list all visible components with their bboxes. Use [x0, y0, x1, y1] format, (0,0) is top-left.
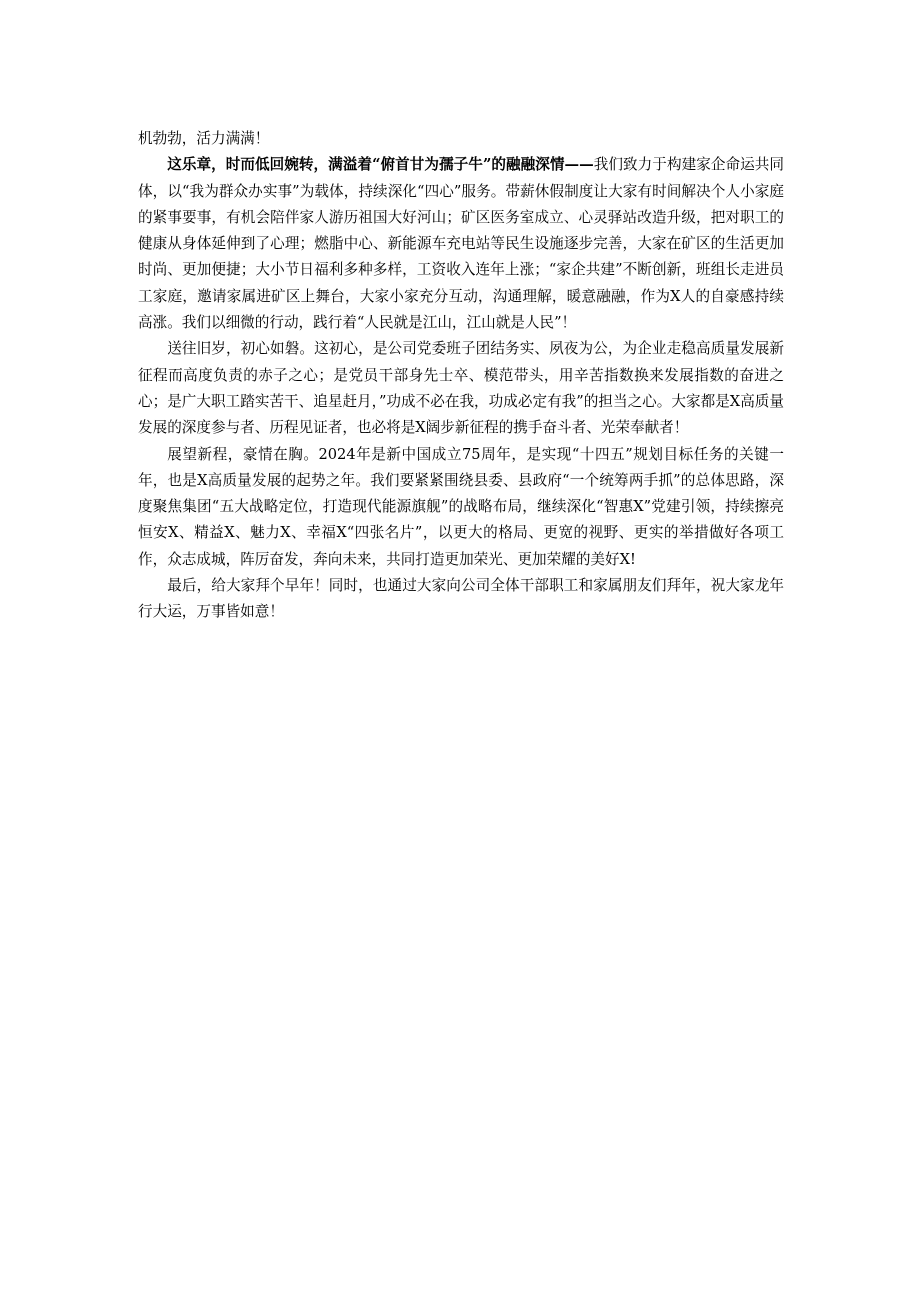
paragraph-body-text: 我们致力于构建家企命运共同体，以“我为群众办实事”为载体，持续深化“四心”服务。带薪休假制度让大家有时间解决个人小家庭的紧事要事，有机会陪伴家人游历祖国大好河山；矿区医务室成立、心灵驿站改造升级，把对职工的健康从身体延伸到了心理；燃脂中心、新能源车充电站等民生设施逐步完善，大家在矿区的生活更加时尚、更加便捷；大小节日福利多种多样，工资收入连年上涨；“家企共建”不断创新，班组长走进员工家庭，邀请家属进矿区上舞台，大家小家充分互动，沟通理解，暖意融融，作为X人的自豪感持续高涨。我们以细微的行动，践行着“人民就是江山，江山就是人民”！: [138, 156, 784, 332]
paragraph-continuation: 机勃勃，活力满满！: [138, 130, 270, 147]
paragraph-closing-greeting: 最后，给大家拜个早年！同时，也通过大家向公司全体干部职工和家属朋友们拜年，祝大家龙年行大运，万事皆如意！: [138, 577, 784, 621]
paragraph-lead-bold: 这乐章，时而低回婉转，满溢着“俯首甘为孺子牛”的融融深情——: [167, 156, 594, 174]
paragraph-original-aspiration: 送往旧岁，初心如磐。这初心，是公司党委班子团结务实、夙夜为公，为企业走稳高质量发展新征程而高度负责的赤子之心；是党员干部身先士卒、模范带头，用辛苦指数换来发展指数的奋进之心；是广大职工踏实苦干、追星赶月，”功成不必在我，功成必定有我”的担当之心。大家都是X高质量发展的深度参与者、历程见证者，也必将是X阔步新征程的携手奋斗者、光荣奉献者！: [138, 340, 784, 437]
paragraph-harmony: [138, 152, 784, 336]
paragraph-outlook: 展望新程，豪情在胸。2024年是新中国成立75周年，是实现“十四五”规划目标任务的关键一年，也是X高质量发展的起势之年。我们要紧紧围绕县委、县政府“一个统筹两手抓”的总体思路，深度聚焦集团“五大战略定位，打造现代能源旗舰”的战略布局，继续深化“智惠X”党建引领，持续擦亮恒安X、精益X、魅力X、幸福X“四张名片”，以更大的格局、更宽的视野、更实的举措做好各项工作，众志成城，阵厉奋发，奔向未来，共同打造更加荣光、更加荣耀的美好X!: [138, 445, 784, 568]
document-body: [138, 126, 784, 626]
